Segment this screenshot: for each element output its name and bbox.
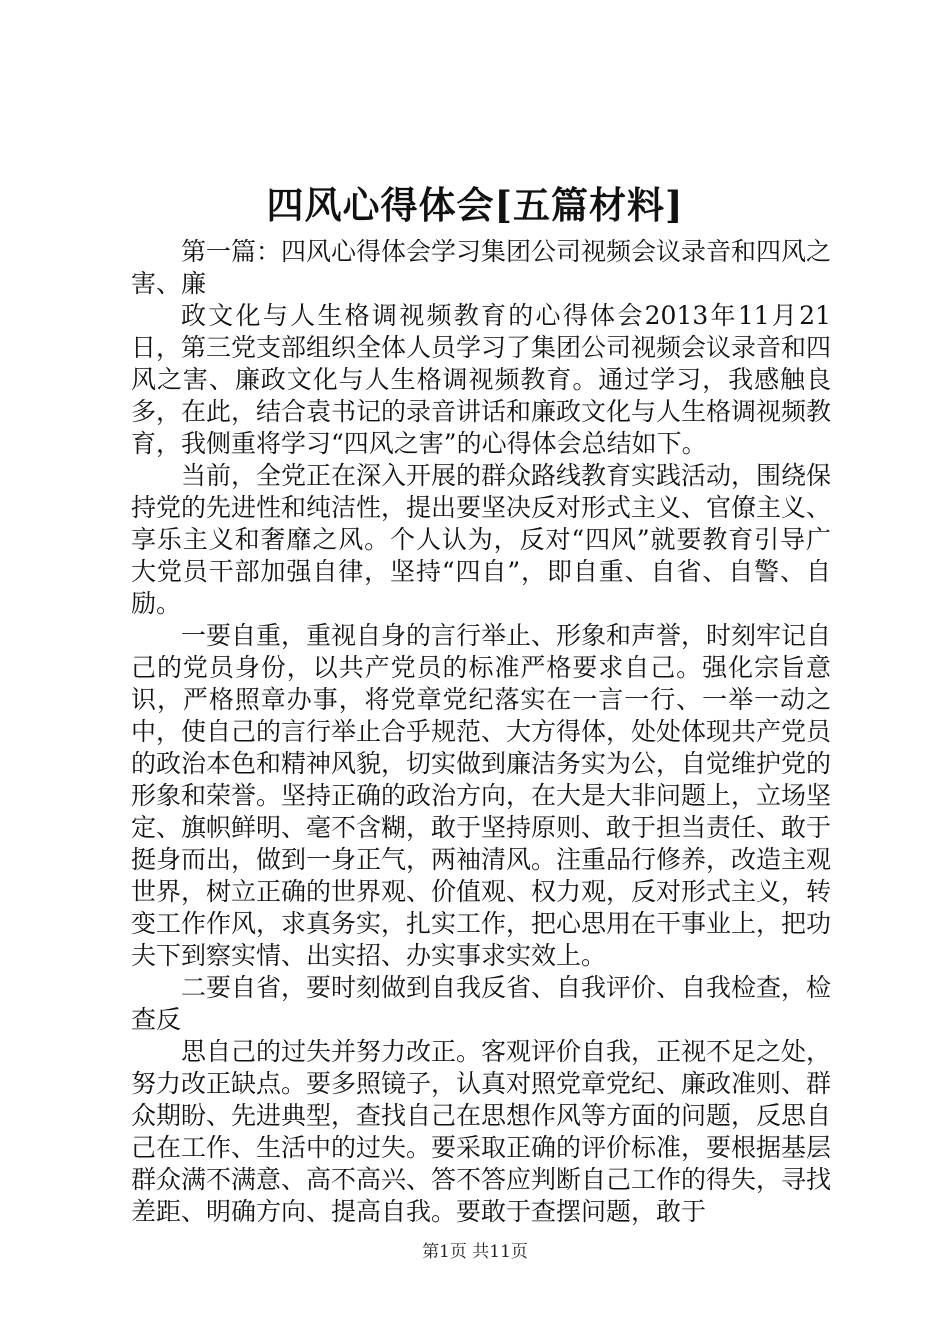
document-body [131, 236, 831, 1228]
page-footer: 第1页 共11页 [422, 1242, 528, 1262]
paragraph-2: 政文化与人生格调视频教育的心得体会2013年11月21日，第三党支部组织全体人员学习了集团公司视频会议录音和四风之害、廉政文化与人生格调视频教育。通过学习，我感触良多，在此，结合袁书记的录音讲话和廉政文化与人生格调视频教育，我侧重将学习“四风之害”的心得体会总结如下。 [131, 301, 832, 458]
paragraph-1: 第一篇：四风心得体会学习集团公司视频会议录音和四风之害、廉 [131, 237, 832, 298]
paragraph-5: 二要自省，要时刻做到自我反省、自我评价、自我检查，检查反 [131, 973, 832, 1034]
paragraph-3: 当前，全党正在深入开展的群众路线教育实践活动，围绕保持党的先进性和纯洁性，提出要坚决反对形式主义、官僚主义、享乐主义和奢靡之风。个人认为，反对“四风”就要教育引导广大党员干部加强自律，坚持“四自”，即自重、自省、自警、自励。 [131, 461, 832, 618]
paragraph-6: 思自己的过失并努力改正。客观评价自我，正视不足之处，努力改正缺点。要多照镜子，认真对照党章党纪、廉政准则、群众期盼、先进典型，查找自己在思想作风等方面的问题，反思自己在工作、生活中的过失。要采取正确的评价标准，要根据基层群众满不满意、高不高兴、答不答应判断自己工作的得失，寻找差距、明确方向、提高自我。要敢于查摆问题，敢于 [131, 1037, 832, 1226]
paragraph-4: 一要自重，重视自身的言行举止、形象和声誉，时刻牢记自己的党员身份，以共产党员的标准严格要求自己。强化宗旨意识，严格照章办事，将党章党纪落实在一言一行、一举一动之中，使自己的言行举止合乎规范、大方得体，处处体现共产党员的政治本色和精神风貌，切实做到廉洁务实为公，自觉维护党的形象和荣誉。坚持正确的政治方向，在大是大非问题上，立场坚定、旗帜鲜明、毫不含糊，敢于坚持原则、敢于担当责任、敢于挺身而出，做到一身正气，两袖清风。注重品行修养，改造主观世界，树立正确的世界观、价值观、权力观，反对形式主义，转变工作作风，求真务实，扎实工作，把心思用在干事业上，把功夫下到察实情、出实招、办实事求实效上。 [131, 621, 832, 970]
document-title: 四风心得体会[五篇材料] [266, 183, 684, 227]
